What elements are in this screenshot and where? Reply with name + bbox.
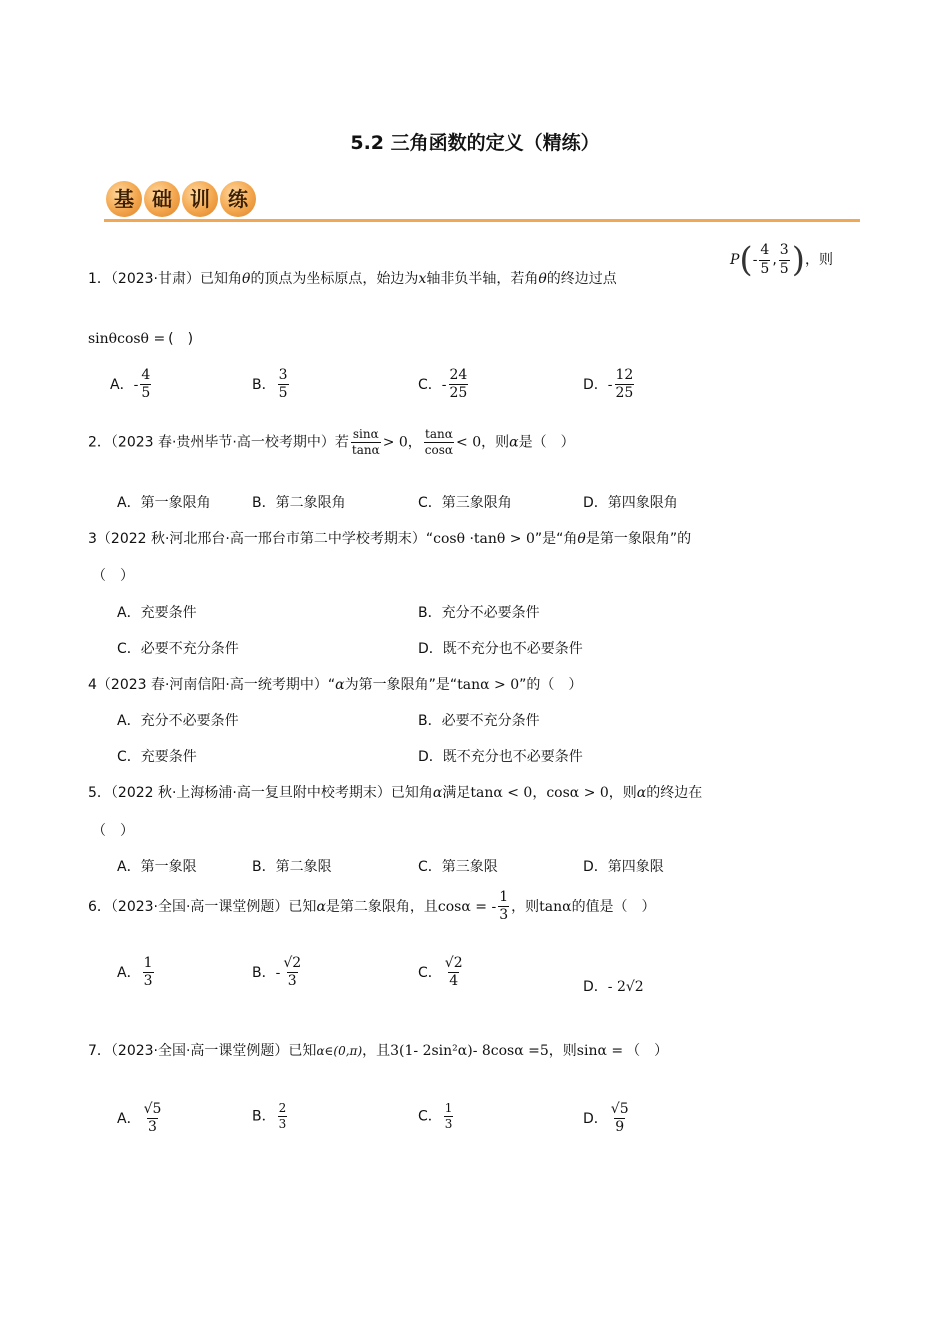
- question-1-line-2: [88, 328, 193, 348]
- banner-char-4: 练: [220, 181, 256, 217]
- q7-option-b[interactable]: [252, 1102, 289, 1131]
- q6-option-b-den: 3: [287, 973, 297, 990]
- q1-option-a[interactable]: [110, 368, 153, 402]
- question-7-line-1: [88, 1040, 668, 1060]
- q6-text-b: 是第二象限角，且: [325, 898, 438, 915]
- section-rule: [104, 219, 860, 222]
- q1-point: P(- $\frac{4}{5}$ , $\frac{3}{5}$ )，则: [730, 240, 833, 280]
- q7-blank: （ ）: [626, 1043, 669, 1059]
- q6-text-c: ，则: [511, 898, 540, 915]
- q2-f1-num: sinα: [352, 427, 379, 441]
- q7-option-c-den: 3: [444, 1117, 453, 1132]
- q1-option-d-label: D．: [583, 376, 608, 393]
- q6-expr-num: 1: [499, 889, 509, 905]
- q2-option-b[interactable]: B．第二象限角: [252, 495, 346, 511]
- q2-text-c: 是（ ）: [518, 434, 575, 451]
- q3-text-b: ”是“角: [534, 531, 578, 547]
- page-title: 5.2 三角函数的定义（精练）: [350, 132, 600, 154]
- q1-option-d-num: 12: [615, 367, 634, 383]
- q4-text-b: 为第一象限角”是“: [344, 677, 458, 693]
- question-2-line-1: [88, 428, 575, 457]
- q1-text-e: ，则: [804, 252, 833, 268]
- q6-expr2: tanα: [539, 898, 572, 915]
- q7-option-c-label: C．: [418, 1108, 442, 1125]
- q4-alpha: α: [335, 677, 345, 693]
- q5-alpha-2: α: [636, 785, 647, 801]
- q1-text-a: 1．（2023·甘肃）已知角: [88, 271, 242, 287]
- q6-option-a-den: 3: [143, 973, 153, 990]
- q7-option-d-den: 9: [615, 1119, 625, 1136]
- q1-text-d: 的终边过点: [546, 271, 617, 287]
- q1-option-b[interactable]: [252, 368, 291, 402]
- q6-expr-l: cosα = -: [437, 898, 497, 915]
- q7-text-c: ，则: [548, 1043, 577, 1059]
- question-6-line-1: [88, 890, 656, 924]
- q7-cond: α∈(0,π): [316, 1044, 363, 1058]
- q4-text-c: ”的（ ）: [519, 677, 583, 693]
- q4-option-b[interactable]: B．必要不充分条件: [418, 713, 540, 729]
- q7-option-d[interactable]: [583, 1102, 632, 1136]
- q1-option-d[interactable]: [583, 368, 636, 402]
- q7-option-b-label: B．: [252, 1108, 276, 1125]
- q4-expr: tanα > 0: [457, 677, 520, 693]
- q5-expr2: cosα > 0: [546, 785, 609, 801]
- q4-text-a: 4（2023 春·河南信阳·高一统考期中）“: [88, 677, 336, 693]
- q1-option-a-sign: -: [133, 376, 139, 393]
- q6-expr-den: 3: [499, 907, 509, 924]
- q3-blank: （ ）: [92, 568, 134, 584]
- q7-option-c-num: 1: [444, 1101, 453, 1115]
- q3-option-a[interactable]: A．充要条件: [117, 605, 197, 621]
- q2-f2-num: tanα: [425, 427, 453, 441]
- q6-option-c-label: C．: [418, 964, 442, 981]
- q5-alpha: α: [432, 785, 443, 801]
- q5-option-b[interactable]: B．第二象限: [252, 859, 332, 875]
- q7-option-d-label: D．: [583, 1110, 608, 1127]
- q2-rel2: < 0: [456, 434, 482, 451]
- q2-f1-den: tanα: [351, 443, 380, 458]
- q1-option-c-num: 24: [449, 367, 468, 383]
- q5-text-a: 5．（2022 秋·上海杨浦·高一复旦附中校考期末）已知角: [88, 785, 433, 801]
- q5-option-d[interactable]: D．第四象限: [583, 859, 664, 875]
- q5-text-b: 满足: [442, 785, 471, 801]
- q7-option-a[interactable]: [117, 1102, 164, 1136]
- q7-option-a-label: A．: [117, 1110, 141, 1127]
- q1-option-d-sign: -: [607, 376, 613, 393]
- q5-option-c[interactable]: C．第三象限: [418, 859, 498, 875]
- q5-option-a[interactable]: A．第一象限: [117, 859, 197, 875]
- q2-f2-den: cosα: [424, 443, 454, 458]
- q6-option-b[interactable]: [252, 956, 304, 990]
- q6-option-c-den: 4: [449, 973, 459, 990]
- q1-point-x-den: 5: [760, 260, 770, 277]
- q1-theta-2: θ: [538, 271, 547, 287]
- q4-option-a[interactable]: A．充分不必要条件: [117, 713, 239, 729]
- question-4-line-1: [88, 674, 582, 694]
- banner-char-3: 训: [182, 181, 218, 217]
- q5-text-c: ，则: [608, 785, 637, 801]
- q7-option-b-den: 3: [278, 1117, 287, 1132]
- banner-char-1: 基: [106, 181, 142, 217]
- q1-option-c[interactable]: [418, 368, 470, 402]
- q1-x: x: [418, 271, 427, 287]
- q1-text-c: 轴非负半轴，若角: [426, 271, 539, 287]
- q6-text-d: 的值是（ ）: [571, 898, 656, 915]
- q3-option-d[interactable]: D．既不充分也不必要条件: [418, 641, 583, 657]
- q6-option-a[interactable]: [117, 956, 156, 990]
- q6-option-c-num: √2: [444, 955, 463, 971]
- q1-option-c-den: 25: [449, 385, 468, 402]
- q4-option-c[interactable]: C．充要条件: [117, 749, 197, 765]
- q1-option-a-num: 4: [141, 367, 151, 383]
- q1-option-a-label: A．: [110, 376, 134, 393]
- q6-option-a-num: 1: [143, 955, 153, 971]
- q1-option-d-den: 25: [615, 385, 634, 402]
- q1-option-b-den: 5: [278, 385, 288, 402]
- q7-text-b: ，且: [362, 1043, 391, 1059]
- q3-text-a: 3（2022 秋·河北邢台·高一邢台市第二中学校考期末）“: [88, 531, 434, 547]
- q3-expr: cosθ ·tanθ > 0: [433, 531, 535, 547]
- q2-rel1: > 0: [382, 434, 408, 451]
- question-5-line-1: [88, 782, 702, 802]
- q5-blank: （ ）: [92, 823, 134, 839]
- q2-alpha: α: [509, 434, 519, 451]
- q1-option-b-num: 3: [278, 367, 288, 383]
- q6-option-b-num: √2: [283, 955, 302, 971]
- q5-comma: ，: [532, 785, 547, 801]
- q1-point-y-den: 5: [779, 260, 789, 277]
- question-3-line-1: [88, 528, 691, 548]
- q1-option-a-den: 5: [141, 385, 151, 402]
- q7-option-a-num: √5: [143, 1101, 162, 1117]
- q6-option-d-value: - 2√2: [607, 979, 644, 995]
- q2-comma: ，: [407, 434, 422, 451]
- q1-option-c-label: C．: [418, 376, 442, 393]
- q6-option-d-label: D．: [583, 979, 608, 995]
- q1-point-y-num: 3: [779, 242, 789, 259]
- q1-blank: ( ): [168, 331, 194, 347]
- q7-eq: 3(1- 2sin²α)- 8cosα =5: [390, 1043, 549, 1059]
- q5-expr1: tanα < 0: [470, 785, 533, 801]
- q1-option-c-sign: -: [441, 376, 447, 393]
- q7-option-c[interactable]: [418, 1102, 455, 1131]
- q3-option-c[interactable]: C．必要不充分条件: [117, 641, 239, 657]
- q2-option-d[interactable]: D．第四象限角: [583, 495, 678, 511]
- q7-option-d-num: √5: [610, 1101, 629, 1117]
- q2-text-a: 2．（2023 春·贵州毕节·高一校考期中）若: [88, 434, 349, 451]
- q7-option-a-den: 3: [148, 1119, 157, 1136]
- banner-char-2: 础: [144, 181, 180, 217]
- q7-text-a: 7．（2023·全国·高一课堂例题）已知: [88, 1043, 317, 1059]
- q6-alpha: α: [316, 898, 326, 915]
- q1-expr: sinθcosθ =: [88, 331, 166, 347]
- question-1-line-1: [88, 268, 617, 288]
- q6-option-c[interactable]: [418, 956, 466, 990]
- q1-theta: θ: [242, 271, 251, 287]
- q1-point-x-sign: -: [752, 252, 758, 268]
- q6-option-d[interactable]: [583, 976, 644, 996]
- q2-text-b: ，则: [481, 434, 510, 451]
- q1-point-x-num: 4: [760, 242, 770, 259]
- q2-option-a[interactable]: A．第一象限角: [117, 495, 211, 511]
- q7-option-b-num: 2: [278, 1101, 287, 1115]
- q6-option-b-label: B．: [252, 964, 276, 981]
- q2-option-c[interactable]: C．第三象限角: [418, 495, 512, 511]
- q1-text-b: 的顶点为坐标原点，始边为: [250, 271, 419, 287]
- q1-point-name: P: [730, 252, 740, 268]
- q6-option-a-label: A．: [117, 964, 141, 981]
- q1-option-b-label: B．: [252, 376, 276, 393]
- q3-option-b[interactable]: B．充分不必要条件: [418, 605, 540, 621]
- q6-text-a: 6．（2023·全国·高一课堂例题）已知: [88, 898, 317, 915]
- q3-text-c: 是第一象限角”的: [585, 531, 692, 547]
- q4-option-d[interactable]: D．既不充分也不必要条件: [418, 749, 583, 765]
- q7-expr: sinα =: [576, 1043, 624, 1059]
- q3-theta: θ: [577, 531, 586, 547]
- q5-text-d: 的终边在: [646, 785, 703, 801]
- q6-option-b-sign: -: [275, 964, 281, 981]
